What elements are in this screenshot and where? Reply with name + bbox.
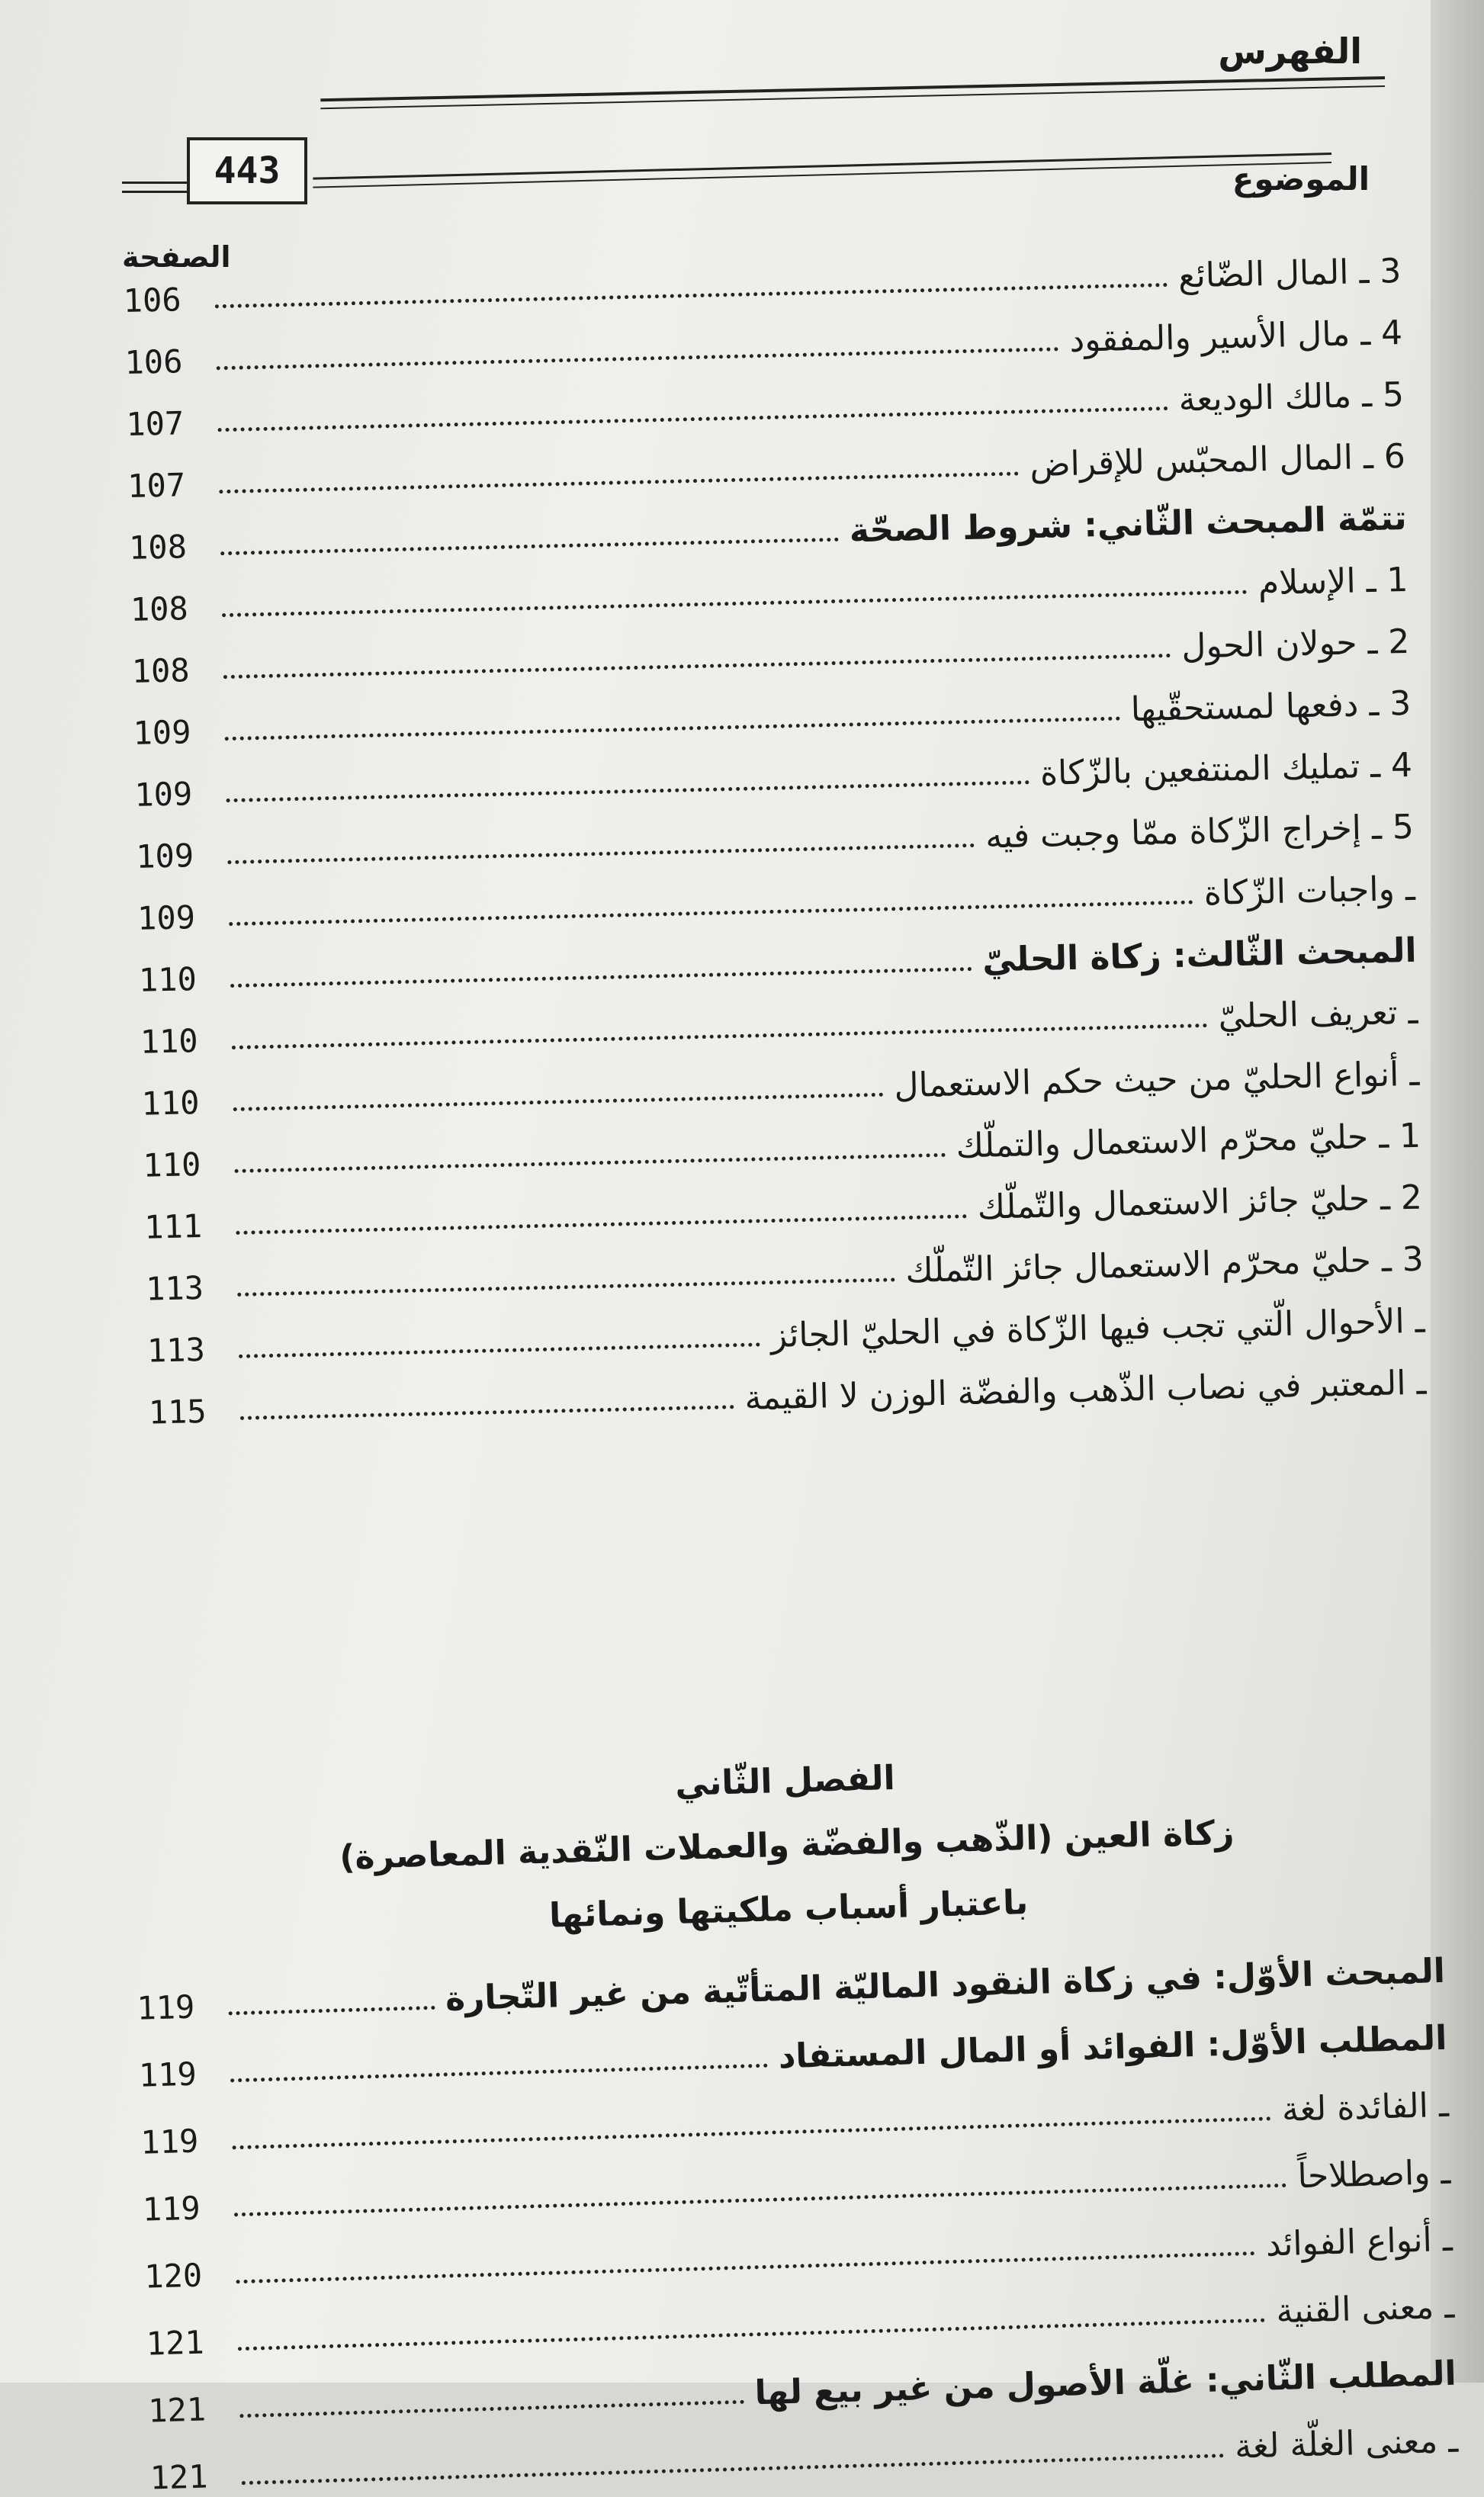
toc-entry-label: ـ واجبات الزّكاة xyxy=(1203,869,1416,914)
index-title: الفهرس xyxy=(1218,31,1362,72)
toc-entry-page: 108 xyxy=(131,651,191,690)
toc-entry-page: 106 xyxy=(123,281,182,320)
toc-entry-page: 111 xyxy=(143,1207,203,1246)
toc-entry-page: 115 xyxy=(148,1392,207,1432)
leader-dots xyxy=(242,2454,1225,2485)
toc-entry-page: 120 xyxy=(143,2256,203,2296)
toc-entry-label: المطلب الثّاني: غلّة الأصول من غير بيع لها xyxy=(754,2354,1457,2413)
toc-section-b xyxy=(130,1731,1459,2497)
toc-entry-label: 1 ـ حليّ محرّم الاستعمال والتملّك xyxy=(956,1116,1421,1166)
toc-entry-label: 2 ـ حولان الحول xyxy=(1180,622,1410,667)
page-number-rule xyxy=(122,182,187,184)
toc-entry-label: 4 ـ تمليك المنتفعين بالزّكاة xyxy=(1039,745,1413,793)
page-number-rule-lower xyxy=(122,191,187,193)
topic-column-label: الموضوع xyxy=(1232,160,1370,198)
toc-entry-label: 5 ـ إخراج الزّكاة ممّا وجبت فيه xyxy=(985,807,1415,856)
toc-entry-page: 109 xyxy=(137,898,196,937)
toc-entry-page: 110 xyxy=(142,1146,201,1184)
toc-entry-page: 113 xyxy=(146,1330,206,1370)
toc-entry-label: المطلب الأوّل: الفوائد أو المال المستفاد xyxy=(778,2018,1447,2077)
toc-entry-page: 113 xyxy=(145,1268,204,1308)
toc-entry-page: 108 xyxy=(130,590,189,628)
toc-entry-label: ـ واصطلاحاً xyxy=(1296,2152,1451,2197)
toc-entry-page: 110 xyxy=(138,960,198,999)
toc-entry-page: 107 xyxy=(125,404,185,443)
toc-entry-label: ـ تعريف الحليّ xyxy=(1218,992,1418,1036)
toc-entry-label: ـ الفائدة لغة xyxy=(1281,2085,1450,2129)
toc-entry-label: ـ معنى الغلّة لغة xyxy=(1234,2421,1459,2466)
toc-entry-label: 5 ـ مالك الوديعة xyxy=(1178,374,1405,419)
toc-entry-page: 121 xyxy=(147,2390,207,2430)
toc-entry-label: 1 ـ الإسلام xyxy=(1258,560,1409,603)
toc-entry-page: 110 xyxy=(141,1084,200,1123)
toc-entry-label: 4 ـ مال الأسير والمفقود xyxy=(1068,313,1403,360)
toc-section-b-rows xyxy=(136,1923,1459,2497)
toc-entry-label: ـ أنواع الحليّ من حيث حكم الاستعمال xyxy=(893,1054,1420,1106)
leader-dots xyxy=(239,1342,760,1358)
toc-entry-page: 108 xyxy=(128,528,188,567)
toc-entry-label: تتمّة المبحث الثّاني: شروط الصحّة xyxy=(849,498,1408,551)
toc-section-a xyxy=(122,229,1426,1432)
toc-entry-page: 109 xyxy=(133,713,191,752)
toc-entry-page: 121 xyxy=(146,2323,205,2363)
toc-entry-label: ـ معنى القنية xyxy=(1275,2287,1455,2331)
toc-entry-page: 119 xyxy=(140,2122,199,2161)
toc-entry-label: 3 ـ حليّ محرّم الاستعمال جائز التّملّك xyxy=(904,1239,1425,1291)
toc-entry-page: 121 xyxy=(149,2457,209,2497)
toc-entry-page: 119 xyxy=(142,2189,201,2229)
toc-entry-label: 2 ـ حليّ جائز الاستعمال والتّملّك xyxy=(977,1178,1423,1227)
chapter-heading: الفصل الثّاني xyxy=(674,1758,896,1804)
chapter-title: زكاة العين (الذّهب والفضّة والعملات النّقدية المعاصرة) xyxy=(339,1813,1235,1878)
toc-entry-label: ـ المعتبر في نصاب الذّهب والفضّة الوزن لا القيمة xyxy=(744,1363,1427,1418)
toc-entry-page: 109 xyxy=(135,837,194,876)
toc-entry-page: 109 xyxy=(133,775,193,814)
toc-entry-label: 3 ـ المال الضّائع xyxy=(1177,251,1402,296)
toc-entry-label: ـ الأحوال الّتي تجب فيها الزّكاة في الحليّ الجائز xyxy=(770,1301,1426,1356)
toc-entry-page: 119 xyxy=(138,2055,198,2094)
toc-entry-label: المبحث الأوّل: في زكاة النقود الماليّة المتأتّية من غير التّجارة xyxy=(445,1951,1446,2019)
toc-entry-page: 119 xyxy=(136,1988,195,2027)
toc-entry-label: 6 ـ المال المحبّس للإقراض xyxy=(1029,436,1406,485)
page-number: 443 xyxy=(187,137,307,204)
toc-entry-page: 110 xyxy=(140,1022,199,1061)
chapter-subtitle: باعتبار أسباب ملكيتها ونمائها xyxy=(548,1883,1029,1936)
toc-entry-page: 107 xyxy=(127,466,186,505)
toc-entry-label: المبحث الثّالث: زكاة الحليّ xyxy=(981,930,1418,980)
leader-dots xyxy=(240,1405,734,1420)
toc-entry-page: 106 xyxy=(124,342,183,381)
leader-dots xyxy=(229,2006,435,2016)
toc-entry-label: 3 ـ دفعها لمستحقّيها xyxy=(1130,683,1412,730)
toc-entry-label: ـ أنواع الفوائد xyxy=(1265,2219,1453,2264)
page-column-label: الصفحة xyxy=(122,240,231,274)
